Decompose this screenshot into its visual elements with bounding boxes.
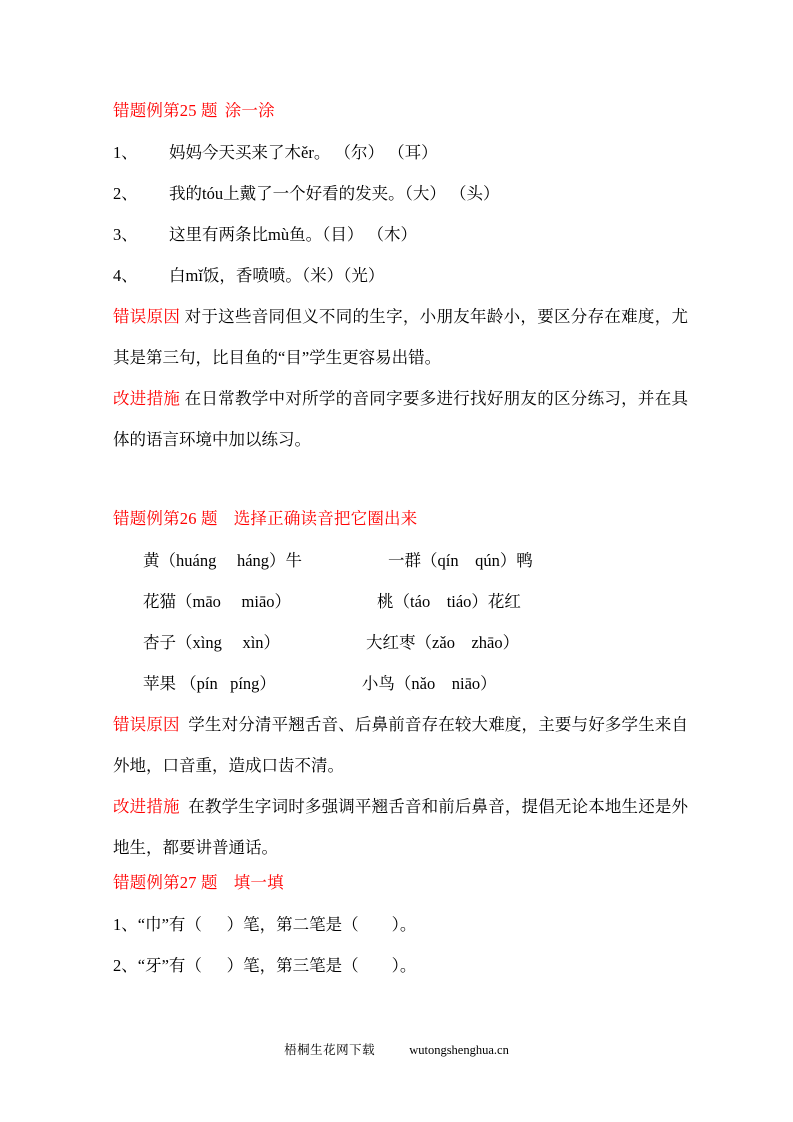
pinyin-row xyxy=(113,622,688,663)
fill-in-line: 1、“巾”有（ ）笔，第二笔是（ ）。 xyxy=(113,915,417,934)
question-item xyxy=(113,255,688,296)
pinyin-row xyxy=(113,581,688,622)
error-reason-26 xyxy=(113,704,688,786)
pinyin-right: 大红枣（zǎo zhāo） xyxy=(366,633,520,652)
fill-in-line: 2、“牙”有（ ）笔，第三笔是（ ）。 xyxy=(113,956,417,975)
document-body xyxy=(113,96,688,986)
section-26-prefix: 错题例第26 题 xyxy=(113,509,218,528)
section-27-prefix: 错题例第27 题 xyxy=(113,873,218,892)
question-item xyxy=(113,132,688,173)
footer-site-url: wutongshenghua.cn xyxy=(409,1043,509,1057)
question-number: 4、 xyxy=(113,266,138,285)
section-25-title: 涂一涂 xyxy=(224,101,275,120)
section-26-title: 选择正确读音把它圈出来 xyxy=(233,509,418,528)
question-text: 白mǐ饭，香喷喷。（米）（光） xyxy=(169,266,385,285)
section-heading-25 xyxy=(113,96,688,126)
error-reason-text: 学生对分清平翘舌音、后鼻前音存在较大难度，主要与好多学生来自外地，口音重，造成口齿不清。 xyxy=(113,715,689,775)
improvement-measure-25 xyxy=(113,378,688,460)
question-text: 我的tóu上戴了一个好看的发夹。（大） （头） xyxy=(169,184,500,203)
question-text: 这里有两条比mù鱼。（目） （木） xyxy=(169,225,417,244)
pinyin-left: 花猫（māo miāo） xyxy=(143,592,292,611)
pinyin-right: 小鸟（nǎo niāo） xyxy=(361,674,497,693)
improvement-measure-26 xyxy=(113,786,688,868)
section-27-title: 填一填 xyxy=(233,873,284,892)
section-25-prefix: 错题例第25 题 xyxy=(113,101,218,120)
question-number: 3、 xyxy=(113,225,138,244)
improvement-measure-label: 改进措施 xyxy=(113,389,181,408)
section-spacer xyxy=(113,460,688,504)
question-number: 1、 xyxy=(113,143,138,162)
pinyin-right: 桃（táo tiáo）花红 xyxy=(377,592,521,611)
pinyin-left: 苹果 （pín píng） xyxy=(143,674,276,693)
question-number: 2、 xyxy=(113,184,138,203)
error-reason-text: 对于这些音同但义不同的生字，小朋友年龄小，要区分存在难度，尤其是第三句，比目鱼的“目”学生更容易出错。 xyxy=(113,307,689,367)
pinyin-row xyxy=(113,540,688,581)
question-text: 妈妈今天买来了木ěr。 （尔） （耳） xyxy=(169,143,438,162)
improvement-measure-label: 改进措施 xyxy=(113,797,180,816)
pinyin-left: 黄（huáng háng）牛 xyxy=(143,551,303,570)
section-heading-27 xyxy=(113,868,688,898)
error-reason-25 xyxy=(113,296,688,378)
error-reason-label: 错误原因 xyxy=(113,715,180,734)
pinyin-right: 一群（qín qún）鸭 xyxy=(388,551,533,570)
pinyin-row xyxy=(113,663,688,704)
error-reason-label: 错误原因 xyxy=(113,307,181,326)
improvement-measure-text: 在日常教学中对所学的音同字要多进行找好朋友的区分练习，并在具体的语言环境中加以练习。 xyxy=(113,389,689,449)
footer-site-name: 梧桐生花网下载 xyxy=(284,1043,376,1057)
pinyin-left: 杏子（xìng xìn） xyxy=(143,633,281,652)
improvement-measure-text: 在教学生字词时多强调平翘舌音和前后鼻音，提倡无论本地生还是外地生，都要讲普通话。 xyxy=(113,797,689,857)
question-item xyxy=(113,173,688,214)
question-item xyxy=(113,214,688,255)
page-footer xyxy=(0,1040,793,1058)
section-heading-26 xyxy=(113,504,688,534)
